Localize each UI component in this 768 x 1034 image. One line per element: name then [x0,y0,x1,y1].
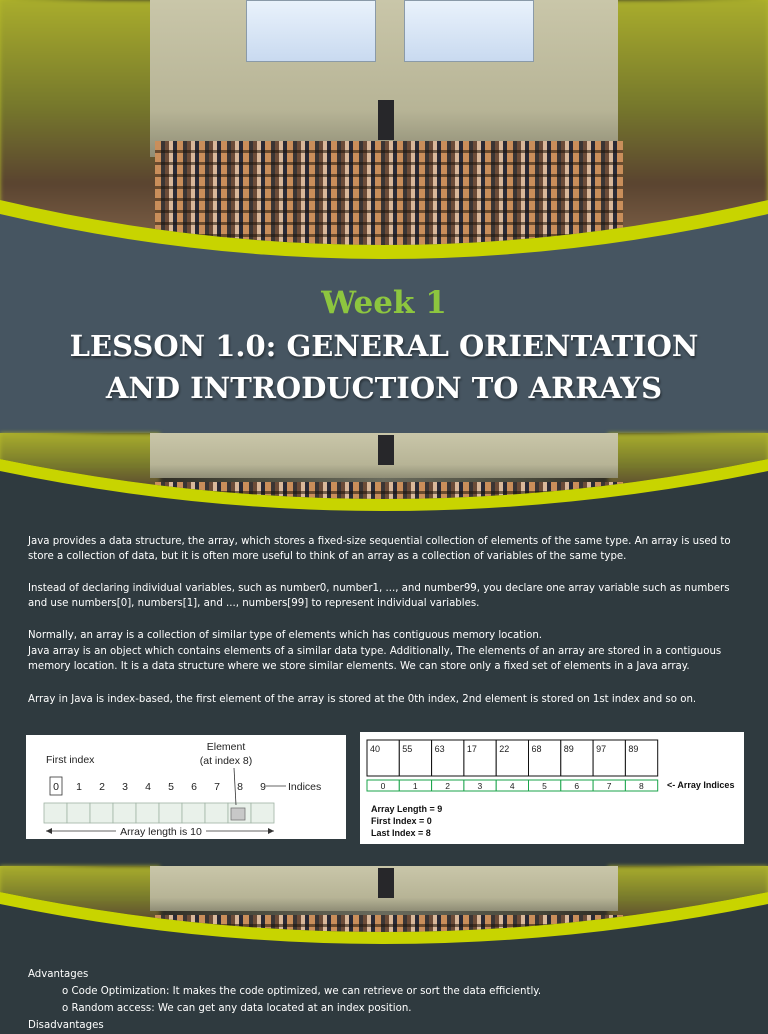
paragraph-array-definition: Java provides a data structure, the array, which stores a fixed-size sequential collection of elements of the same type. An array is used to store a collection of data, but it is often more useful to think of an array as a collection of variables of the same type. [28,536,731,562]
highlighted-element [231,808,245,820]
advantages-slide [0,866,768,1031]
element-label: Element [206,741,246,753]
index-text: 7 [606,781,612,791]
lecture-hall-photo-banner [0,866,768,948]
element-index-label: (at index 8) [199,755,253,767]
paragraph-contiguous-memory: Normally, an array is a collection of similar type of elements which has contiguous memory location. [28,630,543,641]
first-index-line: First Index = 0 [371,816,432,826]
array-value-cells [367,740,658,776]
title-slide [0,0,768,433]
index-text: 8 [639,781,644,791]
value-text: 22 [499,744,510,754]
left-index-9: 9 [260,781,266,793]
value-text: 89 [628,744,639,754]
lesson-title-line-2: AND INTRODUCTION TO ARRAYS [105,371,663,405]
lesson-title [0,325,768,409]
value-text: 55 [402,744,413,754]
value-text: 40 [370,744,381,754]
array-indices-label: <- Array Indices [667,780,735,790]
last-index-line: Last Index = 8 [371,828,431,838]
left-array-cell [113,803,136,823]
left-index-3: 3 [122,781,128,793]
index-text: 0 [380,781,386,791]
index-text: 2 [445,781,450,791]
index-text: 6 [574,781,580,791]
array-diagram-indices [26,735,346,839]
value-text: 17 [466,744,477,754]
advantages-heading: Advantages [28,969,89,980]
left-array-cell [251,803,274,823]
content-slide [0,433,768,866]
array-length-line: Array Length = 9 [371,804,443,814]
lesson-title-line-1: LESSON 1.0: GENERAL ORIENTATION [69,329,699,363]
left-array-cell [44,803,67,823]
left-array-cell [205,803,228,823]
value-text: 89 [563,744,574,754]
array-index-cells [367,780,658,791]
left-array-cell [182,803,205,823]
disadvantages-heading: Disadvantages [28,1020,104,1031]
left-array-cell [67,803,90,823]
value-text: 63 [434,744,445,754]
index-text: 3 [477,781,483,791]
week-heading: Week 1 [321,285,447,321]
value-text: 97 [596,744,607,754]
index-labels [53,781,266,793]
paragraph-index-based: Array in Java is index-based, the first element of the array is stored at the 0th index, 2nd element is stored on 1st index and so on. [28,694,697,705]
array-length-label: Array length is 10 [120,826,202,838]
paragraph-java-array-object: Java array is an object which contains elements of a similar data type. Additionally, The elements of an array are stored in a contiguous memory location. It is a data structure where we store similar elements. We can store only a fixed set of elements in a Java array. [28,646,722,672]
left-array-cell [159,803,182,823]
indices-label: Indices [288,781,322,793]
advantage-item-random-access: o Random access: We can get any data located at an index position. [62,1003,412,1014]
lecture-hall-photo [0,0,768,262]
advantage-item-code-optimization: o Code Optimization: It makes the code optimized, we can retrieve or sort the data efficiently. [62,986,542,997]
index-text: 1 [412,781,418,791]
left-index-6: 6 [191,781,197,793]
left-index-4: 4 [145,781,151,793]
left-index-2: 2 [99,781,105,793]
left-index-8: 8 [237,781,243,793]
paragraph-individual-variables: Instead of declaring individual variables, such as number0, number1, ..., and number99, you declare one array variable such as numbers and use numbers[0], numbers[1], and ..., numbers[99] to represent individual variables. [28,583,730,609]
first-index-label: First index [46,754,95,766]
left-index-1: 1 [76,781,82,793]
value-text: 68 [531,744,542,754]
array-diagram-values [360,732,744,844]
lecture-hall-photo-banner [0,433,768,515]
index-text: 5 [542,781,547,791]
array-cells [44,803,274,823]
left-index-5: 5 [168,781,174,793]
left-array-cell [136,803,159,823]
index-text: 4 [509,781,515,791]
left-index-0: 0 [53,781,59,793]
left-array-cell [90,803,113,823]
left-index-7: 7 [214,781,220,793]
